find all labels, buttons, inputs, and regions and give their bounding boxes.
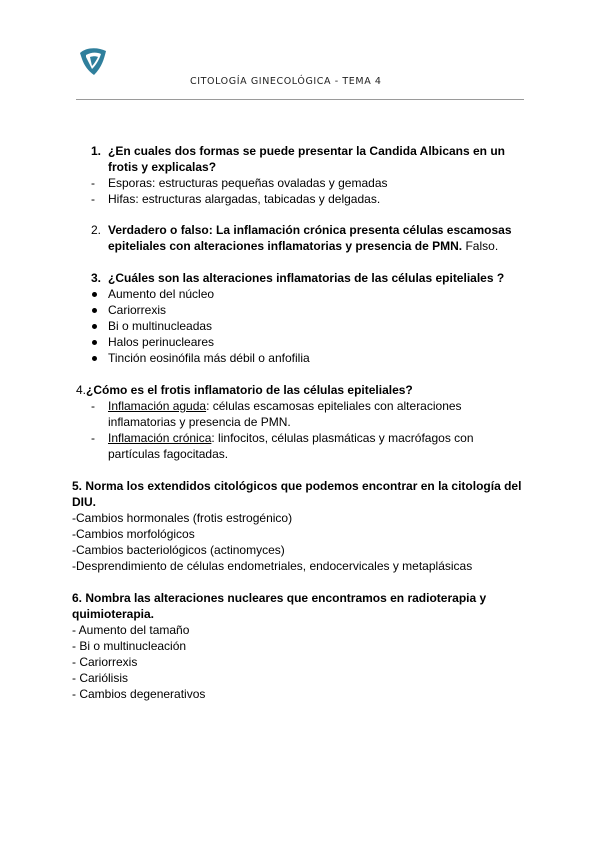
q1-question-line1: ¿En cuales dos formas se puede presentar la Candida Albicans en un	[108, 144, 506, 158]
header-title: CITOLOGÍA GINECOLÓGICA - TEMA 4	[190, 76, 382, 87]
q4-question-line1: ¿Cómo es el frotis inflamatorio de las células epiteliales?	[86, 383, 413, 397]
q4-item-line2: inflamatorias y presencia de PMN.	[108, 415, 291, 429]
q2-answer: Falso.	[462, 239, 499, 253]
q4-item-line1	[108, 430, 474, 446]
q4-item-line1	[108, 398, 462, 414]
bullet-icon	[92, 292, 97, 297]
bullet-icon	[92, 356, 97, 361]
q4-item-line2: partículas fagocitadas.	[108, 447, 229, 461]
q5-list-item: -Cambios morfológicos	[72, 527, 195, 541]
bullet-icon	[92, 324, 97, 329]
q5-question-line2: DIU.	[72, 495, 96, 509]
q5-list-item: -Cambios bacteriológicos (actinomyces)	[72, 543, 285, 557]
q3-list-item: Aumento del núcleo	[108, 287, 215, 301]
q1-answer-item: Esporas: estructuras pequeñas ovaladas y gemadas	[108, 176, 388, 190]
q5-list-item: -Desprendimiento de células endometriales, endocervicales y metaplásicas	[72, 559, 473, 573]
q4-item-text: : células escamosas epiteliales con alteraciones	[206, 399, 462, 413]
dash-icon: -	[91, 399, 95, 413]
q3-list-item: Bi o multinucleadas	[108, 319, 213, 333]
q3-question-line1: ¿Cuáles son las alteraciones inflamatorias de las células epiteliales ?	[108, 271, 505, 285]
q1-number: 1.	[91, 144, 102, 158]
q6-list-item: - Bi o multinucleación	[72, 639, 187, 653]
q4-item-term: Inflamación crónica	[108, 431, 212, 445]
bullet-icon	[92, 308, 97, 313]
dash-icon: -	[91, 176, 95, 190]
q2-question-line2: epiteliales con alteraciones inflamatorias y presencia de PMN.	[108, 239, 463, 253]
q3-list-item: Cariorrexis	[108, 303, 167, 317]
q6-list-item: - Cariólisis	[72, 671, 129, 685]
q6-list-item: - Cambios degenerativos	[72, 687, 206, 701]
dash-icon: -	[91, 431, 95, 445]
q3-number: 3.	[91, 271, 102, 285]
logo-icon	[76, 45, 110, 79]
q4-number: 4.	[76, 383, 87, 397]
q1-answer-item: Hifas: estructuras alargadas, tabicadas y delgadas.	[108, 192, 381, 206]
q5-question-line1: 5. Norma los extendidos citológicos que podemos encontrar en la citología del	[72, 479, 522, 493]
header-rule	[76, 99, 524, 100]
q4-item-text: : linfocitos, células plasmáticas y macrófagos con	[211, 431, 474, 445]
q2-number: 2.	[91, 223, 102, 237]
q5-list-item: -Cambios hormonales (frotis estrogénico)	[72, 511, 293, 525]
q4-item-term: Inflamación aguda	[108, 399, 207, 413]
bullet-icon	[92, 340, 97, 345]
q6-list-item: - Cariorrexis	[72, 655, 138, 669]
q6-question-line2: quimioterapia.	[72, 607, 155, 621]
q2-question-line1: Verdadero o falso: La inflamación crónica presenta células escamosas	[108, 223, 512, 237]
q3-list-item: Tinción eosinófila más débil o anfofilia	[108, 351, 310, 365]
dash-icon: -	[91, 192, 95, 206]
q1-question-line2: frotis y explicalas?	[108, 160, 217, 174]
q6-question-line1: 6. Nombra las alteraciones nucleares que encontramos en radioterapia y	[72, 591, 487, 605]
q6-list-item: - Aumento del tamaño	[72, 623, 190, 637]
q3-list-item: Halos perinucleares	[108, 335, 215, 349]
q2-question-line2-wrap	[108, 238, 498, 254]
